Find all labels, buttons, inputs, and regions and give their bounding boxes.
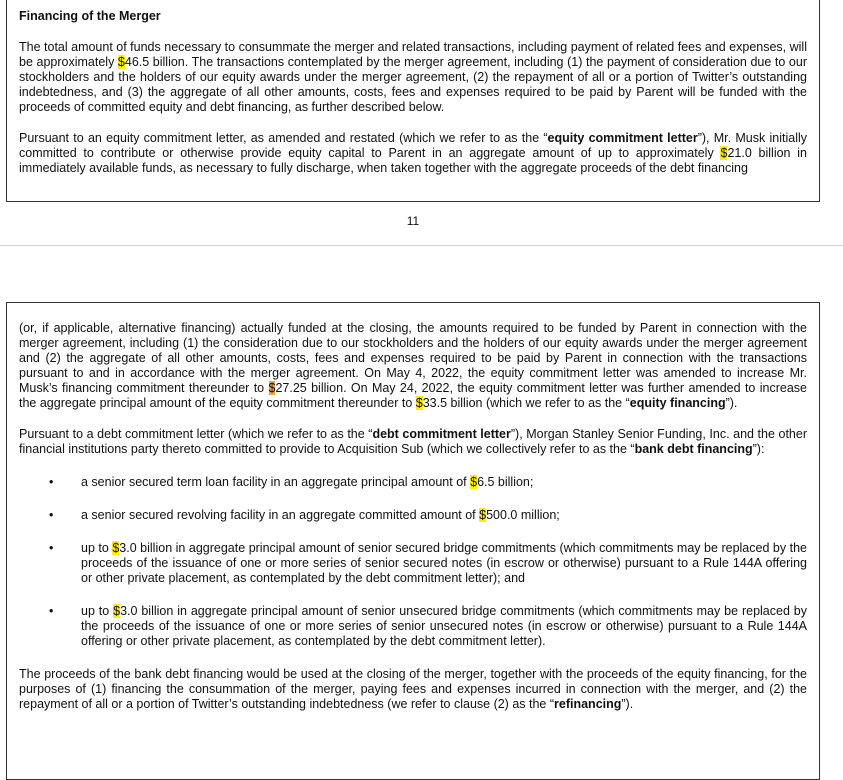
text-span: a senior secured revolving facility in an aggregate committed amount of [81, 508, 480, 522]
text-span: Pursuant to a debt commitment letter (which we refer to as the “ [19, 427, 373, 441]
text-span: 500.0 million; [486, 508, 560, 522]
text-span: 6.5 billion; [477, 475, 534, 489]
bullet-text [81, 475, 807, 490]
paragraph-total-funds [19, 40, 807, 115]
bullet-icon: • [49, 508, 54, 522]
text-span: up to [81, 541, 113, 555]
defined-term: equity commitment letter [547, 131, 698, 145]
text-span: (or, if applicable, alternative financing) actually funded at the closing, the amounts required to be funded by Parent in connection with the merger agreement, including (1) the consideration due to our stockholders and the holders of our equity awards under the merger agreement and (2) the aggregate of all other amounts, costs, fees and expenses required to be paid by Parent in connection with the transactions pursuant to and in accordance with the merger agreement. On May 4, 2022, the equity commitment letter was amended to increase Mr. Musk’s financing commitment thereunder to [19, 321, 807, 395]
defined-term: bank debt financing [634, 442, 753, 456]
page-divider [0, 245, 843, 246]
text-span: 21.0 billion in immediately available funds, as necessary to fully discharge, when taken together with the aggregate proceeds of the debt financing [19, 146, 808, 175]
text-span: 27.25 billion. On May 24, 2022, the equity commitment letter was further amended to increase the aggregate principal amount of the equity commitment thereunder to [19, 381, 807, 410]
defined-term: debt commitment letter [372, 427, 511, 441]
highlighted-dollar-sign: $ [720, 146, 728, 160]
paragraph-equity-commitment [19, 131, 807, 176]
text-span: The total amount of funds necessary to consummate the merger and related transactions, including payment of related fees and expenses, will be approximately [19, 40, 807, 69]
text-span: 33.5 billion (which we refer to as the “ [422, 396, 630, 410]
bullet-icon: • [49, 541, 54, 555]
list-item [19, 475, 807, 490]
highlighted-dollar-sign: $ [113, 604, 121, 618]
section-heading: Financing of the Merger [19, 9, 161, 23]
bullet-icon: • [49, 475, 54, 489]
defined-term: equity financing [629, 396, 726, 410]
defined-term: refinancing [554, 697, 622, 711]
paragraph-alternative-financing [19, 321, 807, 411]
text-span: ”). [725, 396, 738, 410]
bullet-icon: • [49, 604, 54, 618]
paragraph-bank-debt-proceeds [19, 667, 807, 712]
bullet-text [81, 604, 807, 649]
page-number: 11 [406, 214, 420, 228]
text-span: Pursuant to an equity commitment letter, as amended and restated (which we refer to as the “ [19, 131, 548, 145]
highlighted-dollar-sign: $ [112, 541, 120, 555]
text-span: ”), Mr. Musk initially committed to contribute or otherwise provide equity capital to Parent in an aggregate amount of up to approximately [19, 131, 807, 160]
list-item [19, 541, 807, 586]
text-span: ”): [752, 442, 765, 456]
text-span: 3.0 billion in aggregate principal amount of senior secured bridge commitments (which commitments may be replaced by the proceeds of the issuance of one or more series of senior secured notes (in escrow or otherwise) pursuant to a Rule 144A offering or other private placement, as contemplated by the debt commitment letter); and [81, 541, 807, 585]
text-span: 3.0 billion in aggregate principal amount of senior unsecured bridge commitments (which commitments may be replaced by the proceeds of the issuance of one or more series of senior unsecured notes (in escrow or otherwise) pursuant to a Rule 144A offering or other private placement, as contemplated by the debt commitment letter). [81, 604, 807, 648]
list-item [19, 508, 807, 523]
text-span: a senior secured term loan facility in an aggregate principal amount of [81, 475, 471, 489]
page-2-text-box [6, 302, 820, 780]
bullet-text [81, 508, 807, 523]
bullet-list [19, 475, 807, 649]
highlighted-dollar-sign: $ [470, 475, 478, 489]
text-span: The proceeds of the bank debt financing would be used at the closing of the merger, together with the proceeds of the equity financing, for the purposes of (1) financing the consummation of the merger, paying fees and expenses incurred in connection with the merger, and (2) the repayment of all or a portion of Twitter’s outstanding indebtedness (we refer to clause (2) as the “ [19, 667, 807, 711]
text-span: up to [81, 604, 114, 618]
highlighted-dollar-sign: $ [415, 396, 423, 410]
paragraph-debt-commitment [19, 427, 807, 457]
text-span: ”). [621, 697, 634, 711]
highlighted-dollar-sign: $ [117, 55, 125, 69]
page-1-text-box [6, 0, 820, 202]
text-span: ”), Morgan Stanley Senior Funding, Inc. and the other financial institutions party thereto committed to provide to Acquisition Sub (which we collectively refer to as the “ [19, 427, 807, 456]
highlighted-dollar-sign: $ [268, 381, 276, 395]
list-item [19, 604, 807, 649]
bullet-text [81, 541, 807, 586]
highlighted-dollar-sign: $ [479, 508, 487, 522]
text-span: 46.5 billion. The transactions contemplated by the merger agreement, including (1) the payment of consideration due to our stockholders and the holders of our equity awards under the merger agreement, (2) the repayment of all or a portion of Twitter’s outstanding indebtedness, and (3) the aggregate of all other amounts, costs, fees and expenses required to be paid by Parent will be funded with the proceeds of committed equity and debt financing, as further described below. [19, 55, 808, 114]
